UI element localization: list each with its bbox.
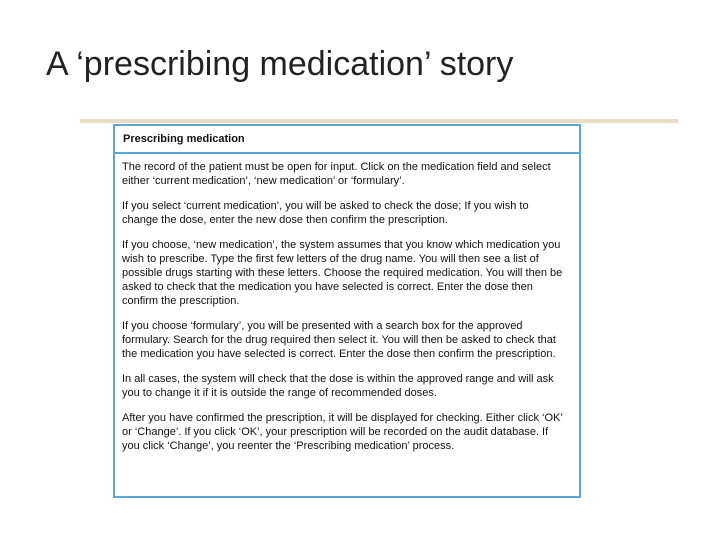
story-paragraph-confirmation: After you have confirmed the prescription, it will be displayed for checking. Either click ‘OK’ or ‘Change’. If you click ‘OK’, your prescription will be recorded on the audit database. If you click ‘Change’, you reenter the ‘Prescribing medication’ process. [122,412,563,452]
slide-title: A ‘prescribing medication’ story [46,45,514,83]
story-paragraph-current-medication: If you select ‘current medication’, you will be asked to check the dose; If you wish to change the dose, enter the new dose then confirm the prescription. [122,200,529,226]
story-paragraph-open-record: The record of the patient must be open for input. Click on the medication field and select either ‘current medication’, ‘new medication’ or ‘formulary’. [122,161,551,187]
story-paragraph-new-medication: If you choose, ‘new medication’, the system assumes that you know which medication you wish to prescribe. Type the first few letters of the drug name. You will then see a list of possible drugs starting with these letters. Choose the required medication. You will then be asked to check that the medication you have selected is correct. Enter the dose then confirm the prescription. [122,239,563,307]
story-paragraph-formulary: If you choose ‘formulary’, you will be presented with a search box for the approved formulary. Search for the drug required then select it. You will then be asked to check that the medication you have selected is correct. Enter the dose then confirm the prescription. [122,320,556,360]
panel-heading: Prescribing medication [115,126,579,154]
story-paragraph-dose-check: In all cases, the system will check that the dose is within the approved range and will ask you to change it if it is outside the range of recommended doses. [122,373,554,399]
title-divider [80,119,678,123]
story-panel [113,124,581,498]
panel-body [115,154,579,453]
